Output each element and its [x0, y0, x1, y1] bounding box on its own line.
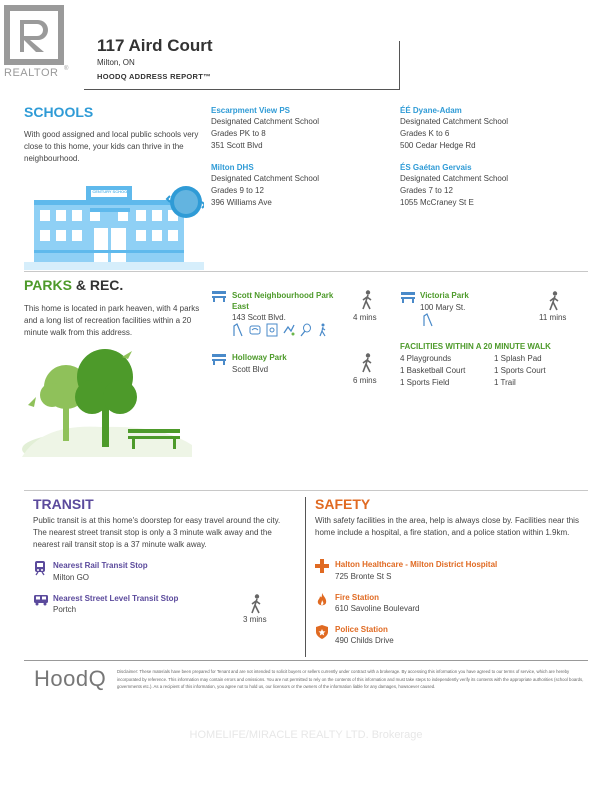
slide-icon: [422, 313, 434, 327]
registered-mark: ®: [64, 66, 69, 72]
school-building-illustration: [24, 180, 204, 272]
park-walk-time: 6 mins: [353, 376, 377, 385]
street-transit-value: Portch: [53, 605, 77, 614]
school-item: [211, 162, 381, 209]
report-title: HOODQ ADDRESS REPORT™: [97, 72, 211, 81]
section-divider: [24, 660, 588, 661]
school-name[interactable]: Milton DHS: [211, 163, 254, 172]
facility-item: 1 Sports Field: [400, 378, 450, 387]
rail-transit-title[interactable]: Nearest Rail Transit Stop: [53, 561, 148, 570]
school-item: [211, 105, 381, 152]
transit-description: Public transit is at this home's doorstep for easy travel around the city. The nearest street transit stop is only a 3 minute walk away and the nearest rail transit stop is a 37 minute walk away.: [33, 516, 281, 549]
schools-heading: SCHOOLS: [24, 104, 94, 120]
park-name[interactable]: [232, 290, 362, 312]
school-grades: Grades 9 to 12: [211, 186, 264, 195]
facility-item: 4 Playgrounds: [400, 354, 452, 363]
school-address: 396 Williams Ave: [211, 198, 272, 207]
park-name-line2: East: [232, 302, 249, 311]
disclaimer-text: Disclaimer: These materials have been prepared for Tenant and are not intended to solicit buyers or sellers currently under contract with a brokerage. By accessing this information you have agreed to our terms of service, which are hereby incorporated by reference. This information may contain errors and omissions. You are not permitted to rely on the contents of this information and must take steps to independently verify its contents with the appropriate authorities (school boards, governments etc.). As a recipient of this information, you agree not to hold us, our licensors or the owners of the information liable for any damages, howsoever caused.: [117, 669, 584, 689]
walking-person-icon: [547, 291, 561, 311]
hospital-title[interactable]: Halton Healthcare - Milton District Hospital: [335, 560, 498, 569]
property-city: Milton, ON: [97, 58, 135, 67]
sports-field-icon: [283, 323, 295, 337]
fire-icon: [317, 593, 327, 607]
school-type: Designated Catchment School: [211, 174, 320, 183]
section-divider: [24, 271, 588, 272]
school-address: 500 Cedar Hedge Rd: [400, 141, 476, 150]
building-sign: CENTURY SCHOOL: [92, 189, 130, 194]
park-walk-time: 4 mins: [353, 313, 377, 322]
street-transit-title[interactable]: Nearest Street Level Transit Stop: [53, 594, 179, 603]
hospital-cross-icon: [315, 559, 329, 573]
bus-icon: [33, 594, 49, 606]
police-station-address: 490 Childs Drive: [335, 636, 394, 645]
school-name[interactable]: ÉS Gaétan Gervais: [400, 163, 472, 172]
park-address: 143 Scott Blvd.: [232, 313, 286, 322]
park-facility-icons: [232, 323, 332, 339]
walking-person-icon: [360, 290, 374, 310]
park-walk-time: 11 mins: [539, 313, 567, 322]
rail-transit-value: Milton GO: [53, 573, 90, 582]
safety-description: With safety facilities in the area, help is always close by. Facilities near this home include a hospital, a fire station, and a police station within 1.9km.: [315, 516, 579, 537]
realtor-logo-text: REALTOR: [4, 67, 59, 79]
hospital-address: 725 Bronte St S: [335, 572, 392, 581]
tennis-racket-icon: [300, 323, 312, 337]
park-illustration: [22, 345, 192, 457]
splash-pad-icon: [249, 323, 261, 337]
section-divider: [24, 490, 588, 491]
park-bench-icon: [212, 353, 226, 365]
street-transit-walk-time: 3 mins: [243, 615, 267, 624]
parks-heading: [24, 277, 123, 293]
facility-item: 1 Basketball Court: [400, 366, 466, 375]
facility-item: 1 Sports Court: [494, 366, 546, 375]
facility-item: 1 Trail: [494, 378, 516, 387]
walking-person-icon: [249, 594, 263, 614]
school-item: [400, 162, 580, 209]
park-bench-icon: [401, 291, 415, 303]
police-badge-icon: [316, 625, 328, 639]
walking-person-icon: [360, 353, 374, 373]
school-address: 351 Scott Blvd: [211, 141, 263, 150]
train-icon: [33, 560, 47, 576]
safety-heading: SAFETY: [315, 496, 371, 512]
parks-heading-part1: PARKS: [24, 277, 72, 293]
hoodq-logo: HoodQ: [34, 666, 107, 691]
school-type: Designated Catchment School: [211, 117, 320, 126]
property-address: 117 Aird Court: [97, 36, 213, 55]
school-type: Designated Catchment School: [400, 117, 509, 126]
police-station-title[interactable]: Police Station: [335, 625, 388, 634]
fire-station-title[interactable]: Fire Station: [335, 593, 380, 602]
school-grades: Grades PK to 8: [211, 129, 266, 138]
park-bench-icon: [212, 290, 226, 302]
school-grades: Grades 7 to 12: [400, 186, 453, 195]
park-trees-bench-icon: [22, 345, 192, 457]
schools-description: With good assigned and local public schools very close to this home, your kids can thrive in the neighbourhood.: [24, 130, 199, 163]
realtor-logo: [0, 0, 72, 84]
school-grades: Grades K to 6: [400, 129, 450, 138]
facilities-heading: FACILITIES WITHIN A 20 MINUTE WALK: [400, 342, 551, 351]
park-name-line1: Scott Neighbourhood Park: [232, 291, 334, 300]
parks-heading-part2: & REC.: [71, 277, 124, 293]
brokerage-watermark: HOMELIFE/MIRACLE REALTY LTD. Brokerage: [189, 729, 423, 741]
slide-icon: [232, 323, 244, 337]
school-name[interactable]: Escarpment View PS: [211, 106, 290, 115]
park-name[interactable]: Holloway Park: [232, 353, 287, 362]
transit-heading: TRANSIT: [33, 496, 94, 512]
fire-station-address: 610 Savoline Boulevard: [335, 604, 420, 613]
park-address: Scott Blvd: [232, 365, 269, 374]
park-address: 100 Mary St.: [420, 303, 466, 312]
school-address: 1055 McCraney St E: [400, 198, 474, 207]
school-name[interactable]: ÉÉ Dyane-Adam: [400, 106, 462, 115]
facility-item: 1 Splash Pad: [494, 354, 542, 363]
basketball-court-icon: [266, 323, 278, 337]
park-name[interactable]: Victoria Park: [420, 291, 469, 300]
trail-walker-icon: [317, 323, 329, 337]
column-divider: [305, 497, 306, 657]
school-type: Designated Catchment School: [400, 174, 509, 183]
school-item: [400, 105, 580, 152]
parks-description: This home is located in park heaven, with 4 parks and a long list of recreation facilities within a 20 minute walk from this address.: [24, 304, 200, 337]
